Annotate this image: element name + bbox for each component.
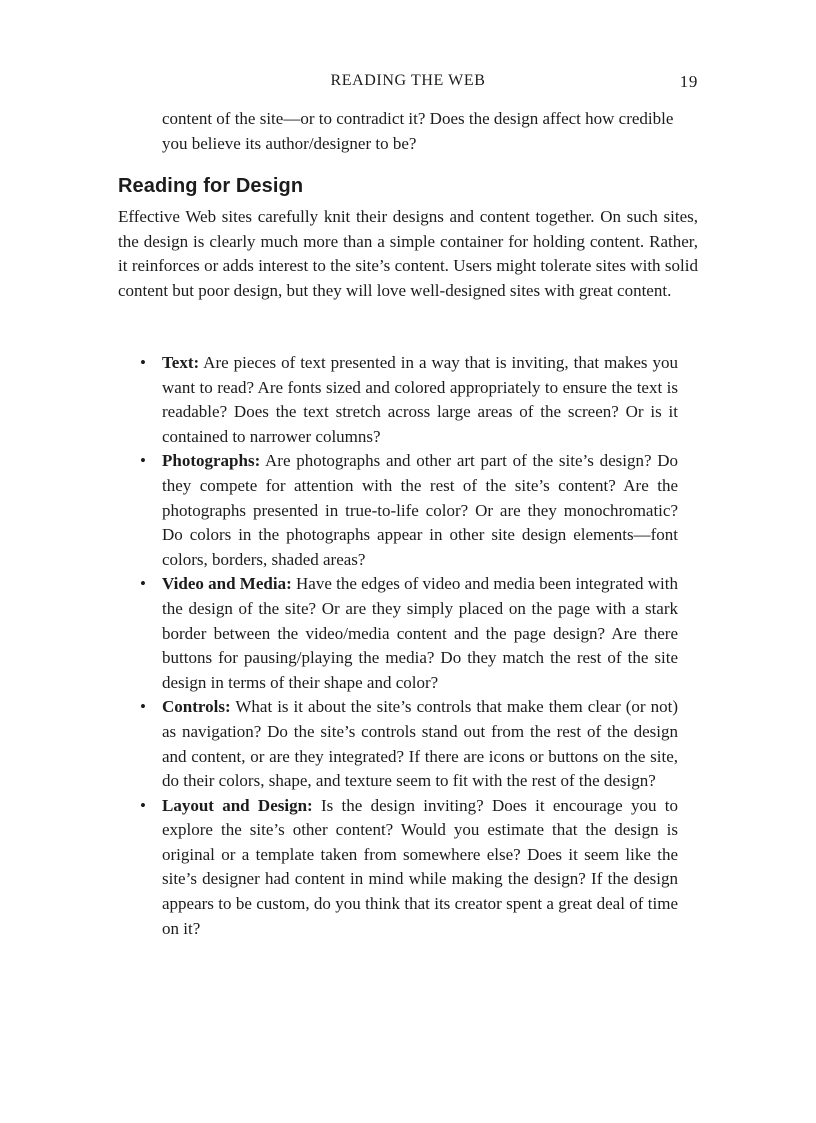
- bullet-term: Layout and Design:: [162, 795, 313, 815]
- bullet-text: Are photographs and other art part of the site’s design? Do they compete for attention with the rest of the site’s content? Are the photographs presented in true-to-life color? Or are they monochromatic? Do colors in the photographs appear in other site design elements—font colors, borders, shaded areas?: [162, 451, 678, 569]
- section-heading: Reading for Design: [118, 175, 304, 197]
- bullet-text: Have the edges of video and media been integrated with the design of the site? Or are they simply placed on the page with a stark border between the video/media content and the page design? Are there buttons for pausing/playing the media? Do they match the rest of the site design in terms of their shape and color?: [162, 574, 678, 692]
- continued-paragraph: content of the site—or to contradict it? Does the design affect how credible you believe its author/designer to be?: [162, 109, 674, 153]
- bullet-list: [138, 351, 678, 941]
- bullet-icon: •: [140, 574, 146, 594]
- running-head-title: READING THE WEB: [330, 72, 486, 89]
- bullet-item-photographs: [138, 449, 678, 572]
- bullet-item-video-and-media: [138, 572, 678, 695]
- bullet-term: Controls:: [162, 697, 231, 717]
- bullet-icon: •: [140, 451, 146, 471]
- page-number: 19: [679, 72, 698, 91]
- bullet-term: Text:: [162, 353, 200, 372]
- bullet-text: What is it about the site’s controls that make them clear (or not) as navigation? Do the site’s controls stand out from the rest of the design and content, or are they integrated? If there are icons or buttons on the site, do their colors, shape, and texture seem to fit with the rest of the design?: [162, 697, 678, 791]
- intro-paragraph: Effective Web sites carefully knit their designs and content together. On such sites, the design is clearly much more than a simple container for holding content. Rather, it reinforces or adds interest to the site’s content. Users might tolerate sites with solid content but poor design, but they will love well-designed sites with great content.: [118, 207, 698, 300]
- bullet-item-text: [138, 351, 678, 449]
- bullet-item-controls: [138, 695, 678, 793]
- bullet-term: Photographs:: [162, 451, 261, 471]
- bullet-text: Is the design inviting? Does it encourage you to explore the site’s other content? Would you estimate that the design is original or a template taken from somewhere else? Does it seem like the site’s designer had content in mind while making the design? If the design appears to be custom, do you think that its creator spent a great deal of time on it?: [162, 795, 679, 938]
- bullet-icon: •: [140, 353, 146, 372]
- bullet-text: Are pieces of text presented in a way that is inviting, that makes you want to read? Are fonts sized and colored appropriately to ensure the text is readable? Does the text stretch across large areas of the screen? Or is it contained to narrower columns?: [162, 353, 678, 446]
- running-head: [118, 72, 698, 94]
- bullet-icon: •: [140, 795, 146, 815]
- bullet-icon: •: [140, 697, 146, 717]
- bullet-term: Video and Media:: [162, 574, 292, 594]
- bullet-item-layout-and-design: [138, 794, 678, 942]
